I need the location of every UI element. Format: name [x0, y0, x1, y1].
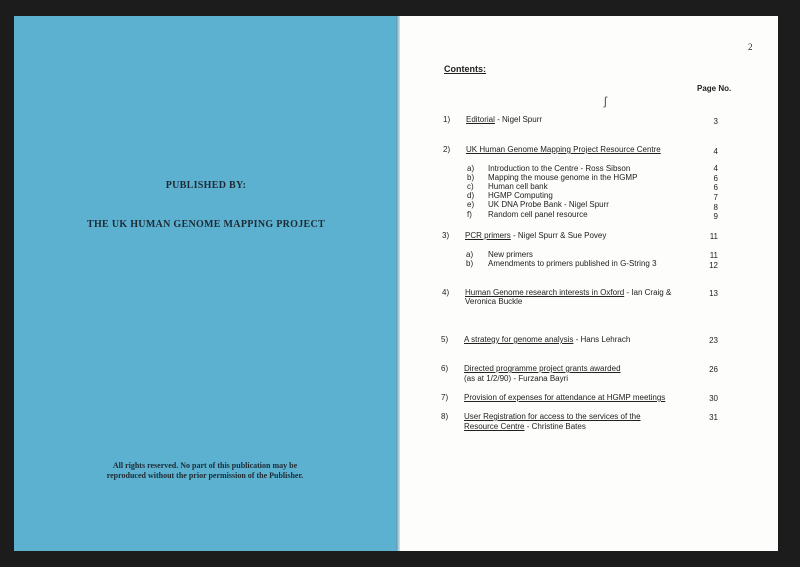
- page-number: 2: [748, 42, 753, 52]
- sub-page: 11: [709, 251, 718, 260]
- entry-page: 26: [709, 365, 718, 374]
- pen-mark: ʃ: [604, 94, 607, 108]
- sub-text: Mapping the mouse genome in the HGMP: [488, 173, 638, 182]
- sub-page: 6: [713, 174, 718, 183]
- sub-text: Introduction to the Centre - Ross Sibson: [488, 164, 631, 173]
- entry-number: 8): [441, 412, 449, 421]
- book-spine: [396, 16, 400, 551]
- entry-author: - Christine Bates: [524, 422, 586, 431]
- contents-title: Contents:: [444, 64, 486, 74]
- entry-author-continued: (as at 1/2/90) - Furzana Bayri: [464, 374, 569, 383]
- entry-title: User Registration for access to the services of the: [464, 412, 641, 421]
- sub-letter: d): [467, 191, 475, 200]
- entry-title: PCR primers: [465, 231, 511, 240]
- entry-number: 2): [443, 145, 451, 154]
- right-page: [398, 16, 778, 551]
- sub-letter: c): [467, 182, 474, 191]
- sub-letter: f): [467, 210, 472, 219]
- entry-number: 3): [442, 231, 450, 240]
- sub-text: Random cell panel resource: [488, 210, 588, 219]
- sub-letter: a): [467, 164, 475, 173]
- sub-text: Human cell bank: [488, 182, 548, 191]
- entry-title: Editorial: [466, 115, 495, 124]
- sub-letter: a): [466, 250, 474, 259]
- sub-letter: b): [467, 173, 475, 182]
- sub-page: 12: [709, 261, 718, 270]
- entry-number: 4): [442, 288, 450, 297]
- entry-title-line-2: Resource Centre: [464, 422, 525, 431]
- entry-title: Human Genome research interests in Oxford: [465, 288, 625, 297]
- publisher-name: THE UK HUMAN GENOME MAPPING PROJECT: [87, 219, 325, 230]
- sub-page: 9: [713, 212, 718, 221]
- entry-title: UK Human Genome Mapping Project Resource Centre: [466, 145, 661, 154]
- entry-author: - Hans Lehrach: [573, 335, 631, 344]
- entry-line: [465, 231, 606, 241]
- entry-title: Directed programme project grants awarded: [464, 364, 621, 373]
- entry-author: - Ian Craig &: [624, 288, 672, 297]
- entry-page: 30: [709, 394, 718, 403]
- rights-line-1: All rights reserved. No part of this publication may be: [112, 461, 298, 470]
- entry-number: 6): [441, 364, 449, 373]
- page-no-header: Page No.: [697, 84, 732, 93]
- rights-line-2: reproduced without the prior permission of the Publisher.: [106, 471, 304, 480]
- sub-letter: b): [466, 259, 474, 268]
- sub-page: 6: [713, 183, 718, 192]
- entry-author-continued: Veronica Buckle: [465, 297, 523, 306]
- entry-number: 1): [443, 115, 451, 124]
- sub-text: HGMP Computing: [488, 191, 553, 200]
- sub-text: Amendments to primers published in G-String 3: [488, 259, 657, 268]
- entry-title-continued: [464, 422, 586, 432]
- sub-letter: e): [467, 200, 475, 209]
- entry-page: 4: [713, 147, 718, 156]
- sub-page: 4: [713, 164, 718, 173]
- entry-page: 23: [709, 336, 718, 345]
- entry-page: 3: [713, 117, 718, 126]
- entry-page: 13: [709, 289, 718, 298]
- sub-page: 8: [713, 203, 718, 212]
- published-by-heading: PUBLISHED BY:: [165, 180, 247, 191]
- entry-line: [466, 115, 542, 125]
- sub-page: 7: [713, 193, 718, 202]
- sub-text: New primers: [488, 250, 533, 259]
- entry-title: A strategy for genome analysis: [464, 335, 574, 344]
- entry-title: Provision of expenses for attendance at HGMP meetings: [464, 393, 666, 402]
- entry-number: 5): [441, 335, 449, 344]
- sub-text: UK DNA Probe Bank - Nigel Spurr: [488, 200, 609, 209]
- entry-author: - Nigel Spurr: [494, 115, 543, 124]
- entry-page: 11: [709, 232, 718, 241]
- entry-author: - Nigel Spurr & Sue Povey: [510, 231, 607, 240]
- rights-notice: [80, 461, 330, 481]
- entry-number: 7): [441, 393, 449, 402]
- entry-page: 31: [709, 413, 718, 422]
- entry-line: [464, 335, 630, 345]
